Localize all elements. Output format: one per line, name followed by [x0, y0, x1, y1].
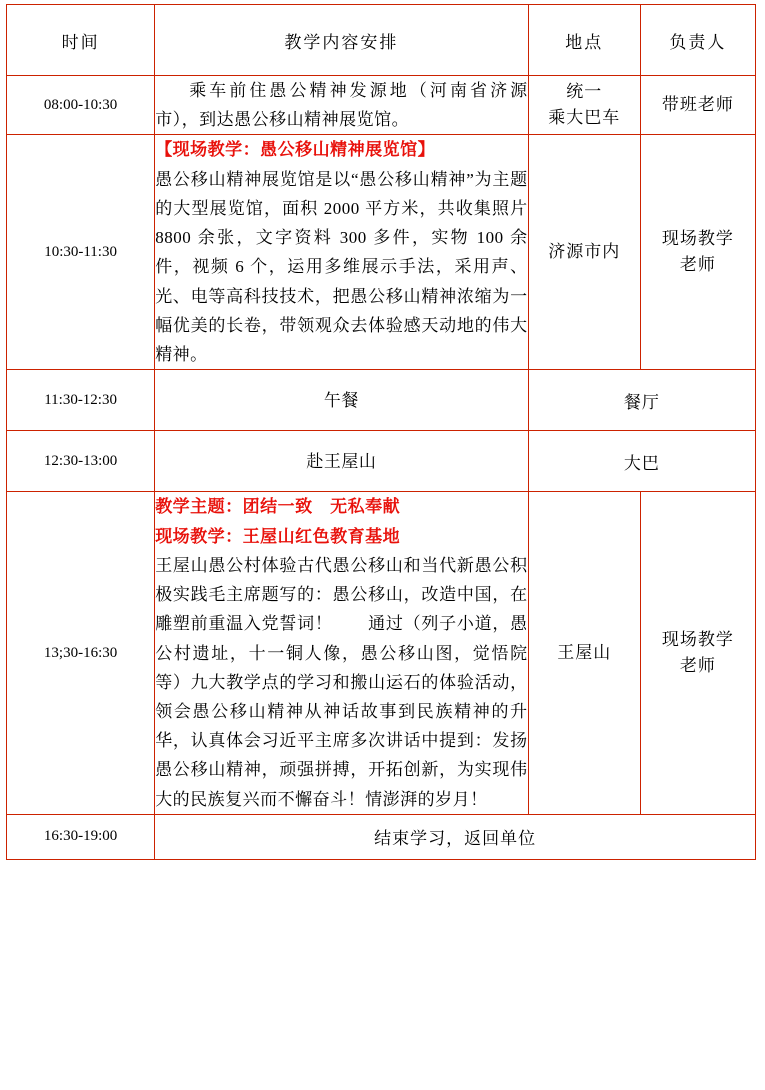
person-line: 老师 — [679, 656, 716, 676]
place-line: 王屋山 — [557, 642, 612, 662]
table-row — [7, 135, 756, 370]
person-line: 老师 — [679, 255, 716, 275]
table-row — [7, 370, 756, 431]
place-line: 济源市内 — [548, 242, 621, 262]
content-heading: 教学主题：团结一致 无私奉献 — [155, 497, 401, 517]
person-line: 现场教学 — [661, 229, 734, 249]
cell-time: 12:30-13:00 — [7, 431, 155, 492]
cell-time: 16:30-19:00 — [7, 814, 155, 859]
person-line: 现场教学 — [661, 629, 734, 649]
cell-content — [155, 135, 528, 370]
content-heading: 【现场教学：愚公移山精神展览馆】 — [155, 140, 436, 160]
cell-place-person-merged: 餐厅 — [528, 370, 755, 431]
cell-time: 13;30-16:30 — [7, 492, 155, 815]
cell-person — [640, 492, 755, 815]
table-row — [7, 76, 756, 135]
cell-place — [528, 76, 640, 135]
cell-time: 08:00-10:30 — [7, 76, 155, 135]
cell-content — [155, 76, 528, 135]
table-row — [7, 492, 756, 815]
column-header-person: 负责人 — [640, 5, 755, 76]
table-row — [7, 814, 756, 859]
cell-person — [640, 76, 755, 135]
cell-content: 午餐 — [155, 370, 528, 431]
content-paragraph: 愚公移山精神展览馆是以“愚公移山精神”为主题的大型展览馆，面积 2000 平方米，共收集照片 8800 余张，文字资料 300 多件，实物 100 余件，视频 6 个，运用多维展示手法，采用声、光、电等高科技技术，把愚公移山精神浓缩为一幅优美的长卷，带领观众去体验感天动地的伟大精神。 — [155, 169, 528, 365]
cell-content-merged: 结束学习，返回单位 — [155, 814, 756, 859]
schedule-table — [6, 4, 756, 860]
cell-time: 11:30-12:30 — [7, 370, 155, 431]
cell-content: 赴王屋山 — [155, 431, 528, 492]
cell-place-person-merged: 大巴 — [528, 431, 755, 492]
column-header-time: 时间 — [7, 5, 155, 76]
table-header-row — [7, 5, 756, 76]
cell-time: 10:30-11:30 — [7, 135, 155, 370]
content-paragraph: 乘车前住愚公精神发源地（河南省济源市），到达愚公移山精神展览馆。 — [155, 81, 528, 130]
table-row — [7, 431, 756, 492]
cell-place — [528, 135, 640, 370]
content-paragraph: 王屋山愚公村体验古代愚公移山和当代新愚公积极实践毛主席题写的：愚公移山，改造中国，在雕塑前重温入党誓词！ 通过（列子小道，愚公村遗址，十一铜人像，愚公移山图，觉悟院等）九大教学点的学习和搬山运石的体验活动，领会愚公移山精神从神话故事到民族精神的升华，认真体会习近平主席多次讲话中提到：发扬愚公移山精神，顽强拼搏，开拓创新，为实现伟大的民族复兴而不懈奋斗！情澎湃的岁月！ — [155, 555, 528, 809]
place-line: 乘大巴车 — [548, 108, 621, 128]
column-header-content: 教学内容安排 — [155, 5, 528, 76]
cell-content — [155, 492, 528, 815]
cell-person — [640, 135, 755, 370]
column-header-place: 地点 — [528, 5, 640, 76]
content-heading: 现场教学：王屋山红色教育基地 — [155, 526, 401, 546]
place-line: 统一 — [566, 81, 603, 101]
person-line: 带班老师 — [661, 95, 734, 115]
cell-place — [528, 492, 640, 815]
schedule-document — [0, 4, 765, 860]
